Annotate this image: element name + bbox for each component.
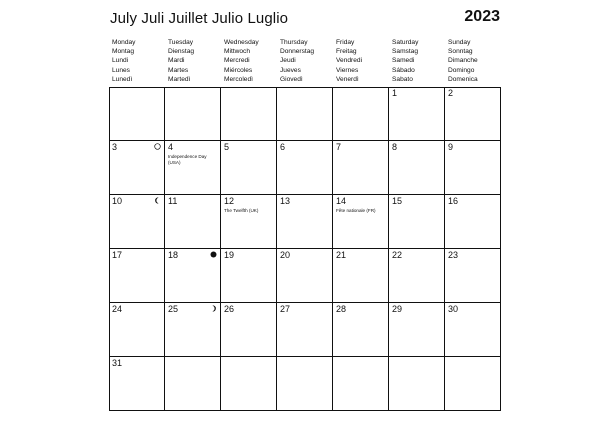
day-cell[interactable] [333,249,389,303]
calendar-title: July Juli Juillet Julio Luglio [110,10,289,27]
day-number: 22 [392,250,403,260]
empty-day-cell [277,87,333,141]
weekday-name: Thursday [280,39,308,46]
day-cell[interactable] [389,249,445,303]
day-cell[interactable] [389,141,445,195]
day-cell[interactable] [109,357,165,411]
empty-day-cell [333,357,389,411]
day-cell[interactable] [333,195,389,249]
day-cell[interactable] [389,87,445,141]
day-cell[interactable] [445,303,501,357]
month-grid [109,87,501,411]
day-number: 6 [280,142,286,152]
weekday-name: Dimanche [448,57,478,65]
day-number: 3 [112,142,118,152]
weekday-name: Tuesday [168,39,194,46]
day-number: 1 [392,88,398,98]
new-moon-icon [210,251,217,258]
day-number: 27 [280,304,291,314]
empty-day-cell [109,87,165,141]
holiday-label: Independence Day (USA) [168,154,207,165]
weekday-name: Friday [336,39,355,46]
weekday-name: Freitag [336,48,357,56]
weekday-name: Saturday [392,39,419,46]
weekday-name: Mercredi [224,57,250,65]
weekday-header [280,38,336,84]
empty-day-cell [277,357,333,411]
day-cell[interactable] [109,141,165,195]
calendar-year: 2023 [464,8,500,25]
full-moon-icon [154,143,161,150]
day-cell[interactable] [221,141,277,195]
empty-day-cell [333,87,389,141]
weekday-header [224,38,280,84]
day-number: 12 [224,196,235,206]
day-cell[interactable] [277,249,333,303]
day-number: 23 [448,250,459,260]
weekday-header [392,38,448,84]
day-number: 14 [336,196,347,206]
weekday-name: Sábado [392,66,415,74]
weekday-name: Mardi [168,57,185,65]
weekday-name: Mercoledì [224,75,253,83]
day-number: 16 [448,196,459,206]
weekday-name: Sunday [448,39,471,46]
day-number: 24 [112,304,123,314]
day-cell[interactable] [165,141,221,195]
day-cell[interactable] [109,249,165,303]
weekday-name: Miércoles [224,66,253,74]
weekday-name: Viernes [336,66,359,74]
day-cell[interactable] [445,195,501,249]
day-number: 25 [168,304,179,314]
empty-day-cell [389,357,445,411]
empty-day-cell [221,87,277,141]
day-number: 28 [336,304,347,314]
holiday-label: Fête nationale (FR) [336,208,376,213]
day-cell[interactable] [389,303,445,357]
day-cell[interactable] [333,303,389,357]
weekday-name: Montag [112,48,134,56]
weekday-name: Venerdì [336,75,359,83]
weekday-name: Vendredi [336,57,363,65]
weekday-name: Jeudi [280,57,296,65]
weekday-name: Samedi [392,57,415,65]
last-quarter-moon-icon [154,197,161,204]
weekday-name: Domingo [448,66,475,74]
day-number: 15 [392,196,403,206]
weekday-name: Mittwoch [224,48,251,56]
weekday-name: Lunedì [112,75,133,83]
day-cell[interactable] [277,195,333,249]
day-number: 20 [280,250,291,260]
empty-day-cell [165,357,221,411]
day-cell[interactable] [277,303,333,357]
day-cell[interactable] [165,303,221,357]
weekday-name: Lunes [112,66,130,74]
weekday-name: Wednesday [224,39,259,46]
day-number: 9 [448,142,454,152]
weekday-name: Martes [168,66,189,74]
day-number: 19 [224,250,235,260]
day-number: 29 [392,304,403,314]
weekday-header [168,38,224,84]
first-quarter-moon-icon [210,305,217,312]
day-number: 4 [168,142,174,152]
day-number: 30 [448,304,459,314]
day-number: 8 [392,142,398,152]
day-cell[interactable] [445,249,501,303]
weekday-header [336,38,392,84]
day-cell[interactable] [277,141,333,195]
weekday-name: Martedì [168,75,191,83]
day-cell[interactable] [333,141,389,195]
weekday-name: Sonntag [448,48,473,56]
empty-day-cell [221,357,277,411]
day-cell[interactable] [445,141,501,195]
day-number: 21 [336,250,347,260]
weekday-name: Dienstag [168,48,195,56]
weekday-name: Jueves [280,66,301,74]
weekday-name: Sabato [392,75,413,83]
day-cell[interactable] [165,195,221,249]
day-number: 10 [112,196,123,206]
day-number: 31 [112,358,123,368]
weekday-name: Domenica [448,75,478,83]
weekday-name: Giovedì [280,75,303,83]
day-cell[interactable] [221,249,277,303]
day-cell[interactable] [109,195,165,249]
weekday-name: Samstag [392,48,419,56]
weekday-header [448,38,504,84]
day-number: 5 [224,142,230,152]
weekday-name: Donnerstag [280,48,315,56]
day-cell[interactable] [389,195,445,249]
day-number: 18 [168,250,179,260]
day-number: 26 [224,304,235,314]
day-number: 17 [112,250,123,260]
day-cell[interactable] [109,303,165,357]
weekday-header [112,38,168,84]
empty-day-cell [165,87,221,141]
day-number: 13 [280,196,291,206]
day-number: 2 [448,88,454,98]
weekday-name: Lundi [112,57,129,65]
weekday-header-row [110,38,502,88]
day-number: 7 [336,142,342,152]
weekday-name: Monday [112,39,136,46]
day-cell[interactable] [221,195,277,249]
day-cell[interactable] [445,87,501,141]
holiday-label: The Twelfth (UK) [224,208,259,213]
day-cell[interactable] [221,303,277,357]
day-number: 11 [168,196,178,206]
empty-day-cell [445,357,501,411]
day-cell[interactable] [165,249,221,303]
